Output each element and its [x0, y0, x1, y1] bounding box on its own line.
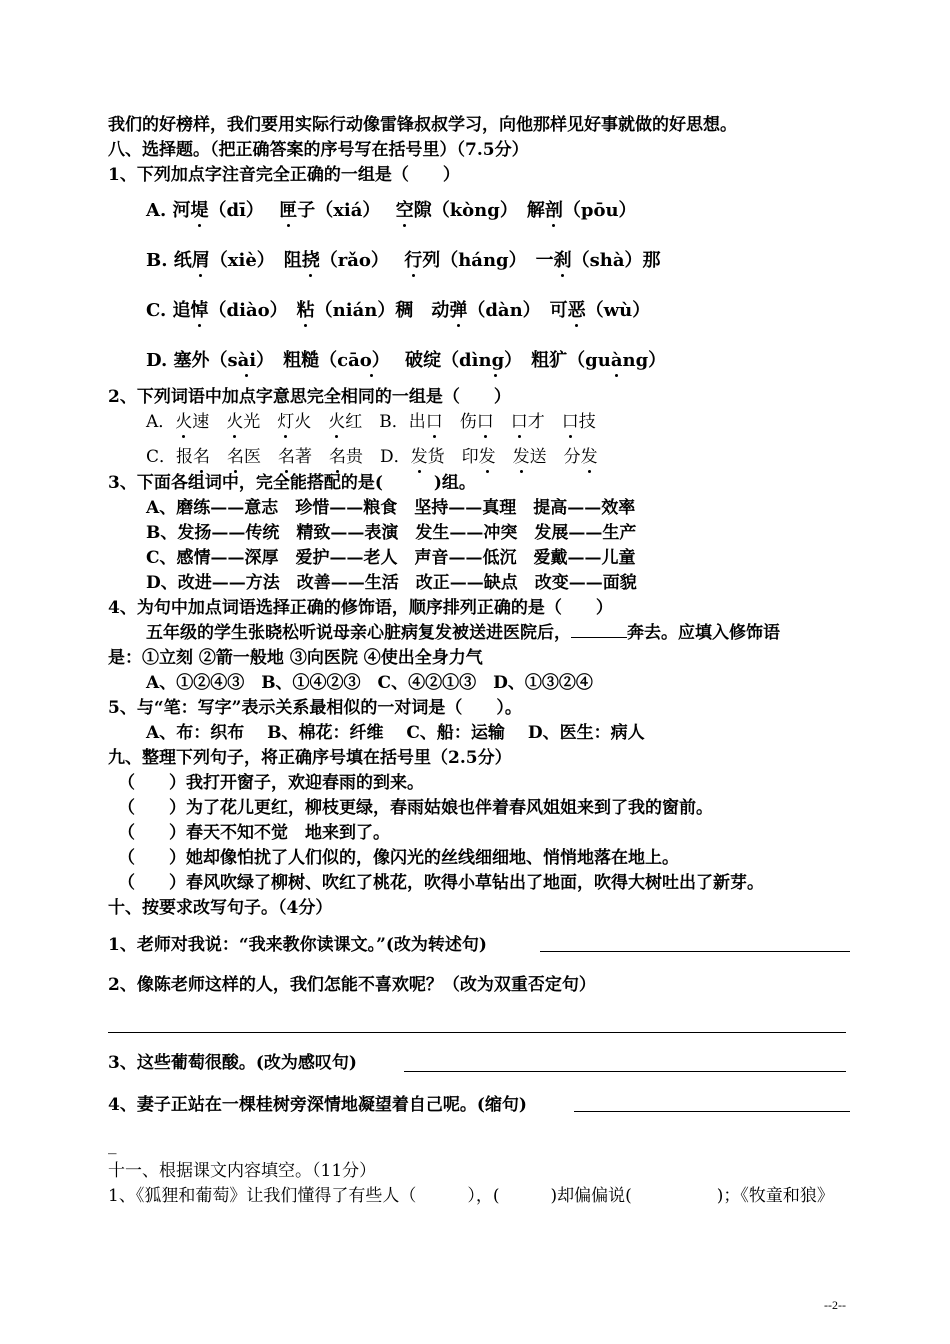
- dotted-char: 口: [561, 412, 579, 432]
- dotted-char: 发: [410, 447, 428, 467]
- text: 犷: [549, 350, 568, 371]
- dotted-char: 外（sài） 粗: [191, 350, 302, 371]
- text: 才: [527, 412, 562, 432]
- text: （shà）那: [571, 250, 661, 271]
- text: D. 塞: [146, 350, 192, 371]
- dotted-char: 口: [510, 412, 528, 432]
- dotted-char: 火: [328, 412, 346, 432]
- dotted-char: 剖: [544, 200, 563, 221]
- dotted-char: 名: [278, 447, 296, 467]
- dotted-char: 名: [227, 447, 245, 467]
- question-8-3-stem: 3、下面各组词中，完全能搭配的是( )组。: [108, 473, 476, 493]
- dotted-char: 口: [476, 412, 494, 432]
- answer-line-10-2[interactable]: [108, 1032, 846, 1033]
- dotted-char: 屑: [191, 250, 210, 271]
- section-8-title: 八、选择题。（把正确答案的序号写在括号里）（7.5分）: [108, 140, 529, 160]
- dotted-char: 行: [404, 250, 423, 271]
- text: C. 追: [146, 300, 191, 321]
- text: （nián）稠 动: [314, 300, 450, 321]
- dotted-char: 发: [478, 447, 496, 467]
- text: 奔去。应填入修饰语: [627, 623, 780, 643]
- text: 五年级的学生张晓松听说母亲心脏病复发被送进医院后，: [146, 623, 571, 643]
- section-9-item-1: （ ）我打开窗子，欢迎春雨的到来。: [118, 773, 424, 793]
- question-10-1: 1、老师对我说：“我来教你读课文。”(改为转述句): [108, 935, 487, 955]
- question-8-5-options: A、布：织布 B、棉花：纤维 C、船：运输 D、医生：病人: [146, 723, 645, 743]
- question-8-2-line-2: [146, 446, 598, 468]
- text: A．: [146, 412, 176, 432]
- dotted-char: （guàng）: [567, 350, 667, 371]
- answer-line-10-1[interactable]: [540, 951, 850, 952]
- text: [494, 412, 511, 432]
- question-8-2-stem: 2、下列词语中加点字意思完全相同的一组是（ ）: [108, 387, 511, 407]
- text: （rǎo）: [319, 250, 405, 271]
- dotted-char: 悼: [190, 300, 209, 321]
- question-8-4-options: A、①②④③ B、①④②③ C、④②①③ D、①③②④: [146, 673, 593, 693]
- text: 技: [578, 412, 596, 432]
- answer-line-10-3[interactable]: [404, 1071, 846, 1072]
- dotted-char: 灯: [277, 412, 295, 432]
- text: 光: [243, 412, 278, 432]
- text: 隙（kòng） 解: [413, 200, 545, 221]
- dotted-char: 发: [580, 447, 598, 467]
- section-10-title: 十、按要求改写句子。（4分）: [108, 898, 333, 918]
- answer-line-10-4[interactable]: [574, 1111, 850, 1112]
- section-11-title: 十一、根据课文内容填空。（11分）: [108, 1161, 377, 1181]
- dotted-char: 口: [425, 412, 443, 432]
- text: 火: [294, 412, 329, 432]
- text: （wù）: [585, 300, 651, 321]
- text: 速: [192, 412, 227, 432]
- dotted-char: 恶: [567, 300, 586, 321]
- intro-line: 我们的好榜样，我们要用实际行动像雷锋叔叔学习，向他那样见好事就做的好思想。: [108, 115, 737, 135]
- text: 红 B．出: [345, 412, 426, 432]
- text: （diào）: [208, 300, 297, 321]
- question-8-3-option-d: D、改进——方法 改善——生活 改正——缺点 改变——面貌: [146, 573, 637, 593]
- question-8-1-option-b: [146, 250, 661, 272]
- page-number: --2--: [824, 1298, 846, 1312]
- section-9-title: 九、整理下列句子，将正确序号填在括号里（2.5分）: [108, 748, 512, 768]
- question-11-1: 1、《狐狸和葡萄》让我们懂得了有些人（ ），( )却偏偏说( )；《牧童和狼》: [108, 1186, 834, 1206]
- text: （pōu）: [562, 200, 637, 221]
- question-8-1-option-a: [146, 200, 637, 222]
- dotted-char: 刹: [553, 250, 572, 271]
- section-9-item-2: （ ）为了花儿更红，柳枝更绿，春雨姑娘也伴着春风姐姐来到了我的窗前。: [118, 798, 713, 818]
- text: 著: [295, 447, 330, 467]
- dotted-char: 名: [193, 447, 211, 467]
- text: （dàn） 可: [467, 300, 568, 321]
- question-10-2: 2、像陈老师这样的人，我们怎能不喜欢呢？（改为双重否定句）: [108, 975, 596, 995]
- text: （xiè） 阻: [209, 250, 302, 271]
- question-8-1-option-d: [146, 350, 666, 372]
- dotted-char: 发: [512, 447, 530, 467]
- dotted-char: （dìng） 粗: [441, 350, 550, 371]
- text: 伤: [442, 412, 477, 432]
- question-10-4: 4、妻子正站在一棵桂树旁深情地凝望着自己呢。(缩句): [108, 1095, 527, 1115]
- question-8-3-option-c: C、感情——深厚 爱护——老人 声音——低沉 爱戴——儿童: [146, 548, 636, 568]
- dotted-char: 挠: [301, 250, 320, 271]
- text: （dī）: [208, 200, 280, 221]
- question-10-3: 3、这些葡萄很酸。(改为感叹句): [108, 1053, 357, 1073]
- text: 子（xiá）: [297, 200, 396, 221]
- question-8-2-line-1: [146, 411, 596, 433]
- text: 贵 D．: [346, 447, 411, 467]
- question-8-3-option-b: B、发扬——传统 精致——表演 发生——冲突 发展——生产: [146, 523, 637, 543]
- section-9-item-3: （ ）春天不知不觉 地来到了。: [118, 823, 390, 843]
- dotted-char: 火: [175, 412, 193, 432]
- dotted-char: 空: [395, 200, 414, 221]
- dotted-char: 粘: [296, 300, 315, 321]
- dotted-char: 弹: [449, 300, 468, 321]
- dotted-char: 匣: [279, 200, 298, 221]
- dotted-char: 名: [329, 447, 347, 467]
- text: 列（háng） 一: [422, 250, 554, 271]
- answer-blank[interactable]: [571, 637, 627, 638]
- question-8-1-stem: 1、下列加点字注音完全正确的一组是（ ）: [108, 165, 460, 185]
- question-8-3-option-a: A、磨练——意志 珍惜——粮食 坚持——真理 提高——效率: [146, 498, 636, 518]
- question-8-4-stem: 4、为句中加点词语选择正确的修饰语，顺序排列正确的是（ ）: [108, 598, 613, 618]
- text: [496, 447, 513, 467]
- question-8-1-option-c: [146, 300, 650, 322]
- text: 绽: [423, 350, 442, 371]
- text: [210, 447, 227, 467]
- text: 货 印: [427, 447, 479, 467]
- question-8-4-sentence: [146, 622, 780, 644]
- question-8-5-stem: 5、与“笔：写字”表示关系最相似的一对词是（ ）。: [108, 698, 522, 718]
- text: B. 纸: [146, 250, 192, 271]
- question-8-4-sentence-cont: 是：①立刻 ②箭一般地 ③向医院 ④使出全身力气: [108, 648, 483, 668]
- section-9-item-5: （ ）春风吹绿了柳树、吹红了桃花，吹得小草钻出了地面，吹得大树吐出了新芽。: [118, 873, 764, 893]
- text: 送 分: [529, 447, 581, 467]
- section-9-item-4: （ ）她却像怕扰了人们似的，像闪光的丝线细细地、悄悄地落在地上。: [118, 848, 679, 868]
- text: 医: [244, 447, 279, 467]
- text: C．报: [146, 447, 194, 467]
- text: A. 河: [146, 200, 191, 221]
- stray-underscore: _: [108, 1135, 117, 1155]
- dotted-char: 火: [226, 412, 244, 432]
- text: 糙: [301, 350, 320, 371]
- dotted-char: （cāo） 破: [319, 350, 424, 371]
- dotted-char: 堤: [190, 200, 209, 221]
